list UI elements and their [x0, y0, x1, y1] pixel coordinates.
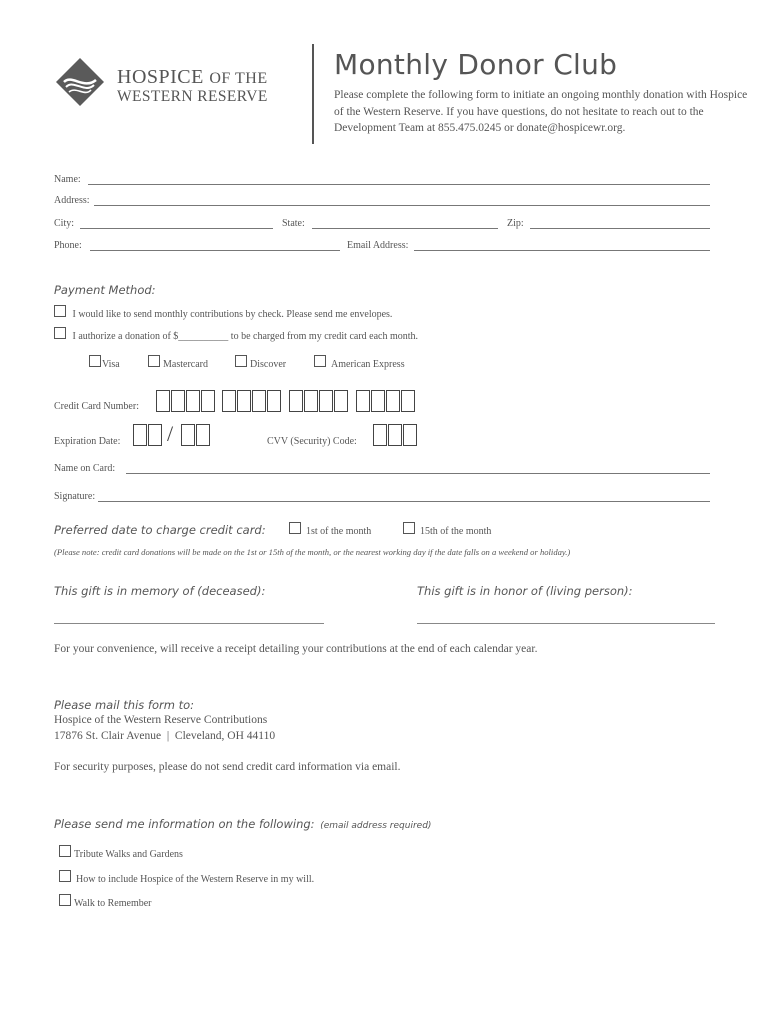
- info-heading-note: (email address required): [320, 821, 432, 831]
- check-option-label: I would like to send monthly contributions by check. Please send me envelopes.: [72, 309, 393, 320]
- security-note: For security purposes, please do not send credit card information via email.: [54, 761, 401, 773]
- name-label: Name:: [54, 174, 81, 185]
- card-number-label: Credit Card Number:: [54, 401, 139, 412]
- digit-box[interactable]: [289, 390, 303, 412]
- amex-checkbox[interactable]: [314, 355, 326, 367]
- will-checkbox[interactable]: [59, 870, 71, 882]
- zip-field[interactable]: [530, 228, 710, 229]
- org-name-line2: WESTERN RESERVE: [117, 88, 268, 105]
- digit-box[interactable]: [181, 424, 195, 446]
- phone-field[interactable]: [90, 250, 340, 251]
- expiration-label: Expiration Date:: [54, 436, 121, 447]
- discover-label: Discover: [250, 359, 287, 370]
- discover-checkbox[interactable]: [235, 355, 247, 367]
- expiration-year[interactable]: [181, 424, 211, 446]
- receipt-text: For your convenience, will receive a receipt detailing your contributions at the end of each calendar year.: [54, 643, 538, 655]
- digit-box[interactable]: [201, 390, 215, 412]
- charge-date-1st[interactable]: [289, 522, 371, 537]
- address-field[interactable]: [94, 205, 710, 206]
- org-name-line1: HOSPICE OF THE: [117, 66, 268, 88]
- digit-box[interactable]: [156, 390, 170, 412]
- digit-box[interactable]: [319, 390, 333, 412]
- digit-box[interactable]: [133, 424, 147, 446]
- digit-box[interactable]: [148, 424, 162, 446]
- state-field[interactable]: [312, 228, 498, 229]
- card-number-group-1[interactable]: [156, 390, 216, 412]
- header-divider: [312, 44, 314, 144]
- state-label: State:: [282, 218, 305, 229]
- digit-box[interactable]: [356, 390, 370, 412]
- card-number-group-3[interactable]: [289, 390, 349, 412]
- digit-box[interactable]: [403, 424, 417, 446]
- page-title: Monthly Donor Club: [334, 48, 618, 81]
- digit-box[interactable]: [334, 390, 348, 412]
- charge-1st-checkbox[interactable]: [289, 522, 301, 534]
- mail-heading: Please mail this form to:: [54, 698, 194, 712]
- tribute-checkbox[interactable]: [59, 845, 71, 857]
- expiration-separator: /: [167, 421, 174, 446]
- memory-label: This gift is in memory of (deceased):: [54, 584, 266, 598]
- card-option-label: I authorize a donation of $__________ to be charged from my credit card each month.: [72, 331, 419, 342]
- city-field[interactable]: [80, 228, 273, 229]
- digit-box[interactable]: [252, 390, 266, 412]
- info-heading: [54, 817, 431, 831]
- email-label: Email Address:: [347, 240, 409, 251]
- digit-box[interactable]: [401, 390, 415, 412]
- will-label: How to include Hospice of the Western Reserve in my will.: [76, 874, 315, 885]
- info-option-walk[interactable]: [59, 894, 152, 909]
- walk-checkbox[interactable]: [59, 894, 71, 906]
- mail-address-line1: Hospice of the Western Reserve Contributions: [54, 714, 268, 726]
- charge-15th-label: 15th of the month: [420, 526, 492, 537]
- expiration-month[interactable]: [133, 424, 163, 446]
- honor-field[interactable]: [417, 623, 715, 624]
- charge-date-15th[interactable]: [403, 522, 491, 537]
- check-option[interactable]: [54, 305, 392, 320]
- digit-box[interactable]: [388, 424, 402, 446]
- visa-label: Visa: [102, 359, 120, 370]
- digit-box[interactable]: [196, 424, 210, 446]
- address-label: Address:: [54, 195, 90, 206]
- card-type-amex[interactable]: [314, 355, 405, 370]
- digit-box[interactable]: [371, 390, 385, 412]
- signature-field[interactable]: [98, 501, 710, 502]
- honor-label: This gift is in honor of (living person):: [417, 584, 633, 598]
- digit-box[interactable]: [373, 424, 387, 446]
- card-type-visa[interactable]: [89, 355, 120, 370]
- cvv-boxes[interactable]: [373, 424, 418, 446]
- check-option-checkbox[interactable]: [54, 305, 66, 317]
- digit-box[interactable]: [237, 390, 251, 412]
- cvv-label: CVV (Security) Code:: [267, 436, 357, 447]
- name-field[interactable]: [88, 184, 710, 185]
- name-on-card-field[interactable]: [126, 473, 710, 474]
- digit-box[interactable]: [267, 390, 281, 412]
- digit-box[interactable]: [171, 390, 185, 412]
- card-option[interactable]: [54, 327, 418, 342]
- digit-box[interactable]: [222, 390, 236, 412]
- walk-label: Walk to Remember: [74, 898, 152, 909]
- info-option-will[interactable]: [59, 870, 314, 885]
- card-number-group-4[interactable]: [356, 390, 416, 412]
- tribute-label: Tribute Walks and Gardens: [74, 849, 183, 860]
- city-label: City:: [54, 218, 75, 229]
- charge-date-heading: Preferred date to charge credit card:: [54, 523, 266, 537]
- charge-15th-checkbox[interactable]: [403, 522, 415, 534]
- amex-label: American Express: [331, 359, 405, 370]
- mail-address-line2: 17876 St. Clair Avenue | Cleveland, OH 44110: [54, 730, 276, 742]
- info-option-tribute[interactable]: [59, 845, 183, 860]
- intro-text: Please complete the following form to initiate an ongoing monthly donation with Hospice of the Western Reserve. If you have questions, do not hesitate to reach out to the Development Team at 855.475.0245 or donate@hospicewr.org.: [334, 89, 748, 134]
- digit-box[interactable]: [186, 390, 200, 412]
- digit-box[interactable]: [304, 390, 318, 412]
- signature-label: Signature:: [54, 491, 96, 502]
- card-type-mastercard[interactable]: [148, 355, 208, 370]
- mastercard-checkbox[interactable]: [148, 355, 160, 367]
- digit-box[interactable]: [386, 390, 400, 412]
- hospice-logo: [54, 56, 106, 108]
- payment-method-heading: Payment Method:: [54, 283, 156, 297]
- card-number-group-2[interactable]: [222, 390, 282, 412]
- info-heading-text: Please send me information on the following:: [54, 817, 315, 831]
- memory-field[interactable]: [54, 623, 324, 624]
- phone-label: Phone:: [54, 240, 82, 251]
- charge-date-note: (Please note: credit card donations will be made on the 1st or 15th of the month, or the nearest working day if the date falls on a weekend or holiday.): [54, 547, 571, 557]
- email-field[interactable]: [414, 250, 710, 251]
- charge-1st-label: 1st of the month: [306, 526, 372, 537]
- card-option-checkbox[interactable]: [54, 327, 66, 339]
- card-type-discover[interactable]: [235, 355, 286, 370]
- name-on-card-label: Name on Card:: [54, 463, 116, 474]
- zip-label: Zip:: [507, 218, 524, 229]
- visa-checkbox[interactable]: [89, 355, 101, 367]
- mastercard-label: Mastercard: [163, 359, 208, 370]
